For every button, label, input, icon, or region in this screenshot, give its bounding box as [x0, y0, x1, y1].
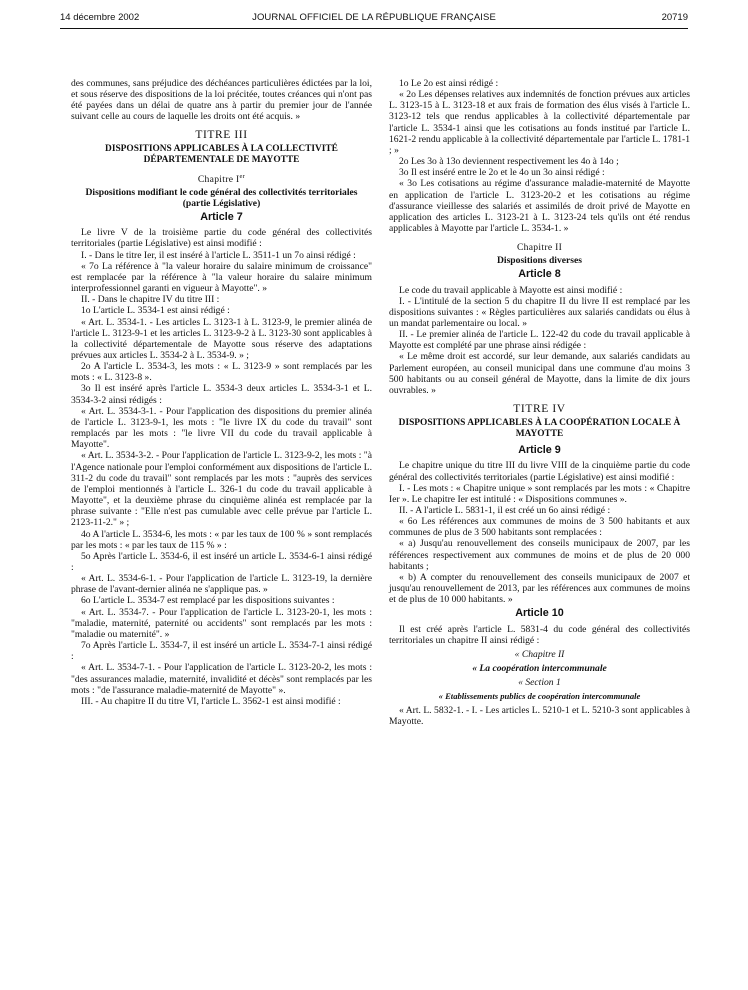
- paragraph: Le livre V de la troisième partie du code général des collectivités territoriales (partie Législative) est ainsi modifié :: [71, 227, 372, 250]
- article-heading: Article 8: [518, 268, 561, 281]
- paragraph: 2o Les 3o à 13o deviennent respectivement les 4o à 14o ;: [399, 156, 619, 168]
- chapter-sup: er: [239, 172, 246, 180]
- paragraph: « Art. L. 3534-3-1. - Pour l'application des dispositions du premier alinéa de l'article L. 3123-9-1, les mots : "le livre IX du code du travail" sont remplacés par les mots : "le livre VII du code du travail applicable à Mayotte".: [71, 405, 372, 451]
- page-number: 20719: [661, 12, 688, 23]
- article-heading: Article 7: [200, 211, 243, 224]
- paragraph: II. - A l'article L. 5831-1, il est créé un 6o ainsi rédigé :: [399, 505, 611, 516]
- paragraph: « Art. L. 3534-7-1. - Pour l'application de l'article L. 3123-20-2, les mots : "des assurances maladie, maternité, invalidité et décès" sont remplacés par les mots : "de l'assurance maladie-maternité de Mayotte" ».: [71, 662, 372, 696]
- paragraph: « b) A compter du renouvellement des conseils municipaux de 2007 et jusqu'au renouvellement de 2013, par les références aux communes de moins et de plus de 10 000 habitants. »: [389, 571, 690, 606]
- paragraph: I. - L'intitulé de la section 5 du chapitre II du livre II est remplacé par les dispositions suivantes : « Règles particulières aux salariés candidats ou élus à un mandat parlementaire ou local. »: [389, 295, 690, 329]
- left-column: [71, 78, 372, 707]
- paragraph: « Art. L. 3534-7. - Pour l'application de l'article L. 3123-20-1, les mots : "maladie, maternité, paternité ou accidents" sont remplacés par les mots : "maladie ou maternité". »: [71, 606, 372, 640]
- paragraph: 3o Il est inséré entre le 2o et le 4o un 3o ainsi rédigé :: [399, 167, 605, 179]
- paragraph: 1o Le 2o est ainsi rédigé :: [399, 78, 499, 89]
- paragraph: « Art. L. 3534-6-1. - Pour l'application de l'article L. 3123-19, la dernière phrase de l'avant-dernier alinéa ne s'applique pas. »: [71, 573, 372, 596]
- paragraph: Le chapitre unique du titre III du livre VIII de la cinquième partie du code général des collectivités territoriales (partie Législative) est ainsi modifié :: [389, 460, 690, 483]
- paragraph: Il est créé après l'article L. 5831-4 du code général des collectivités territoriales un chapitre II ainsi rédigé :: [389, 623, 690, 646]
- section-quote: « Section 1: [518, 677, 561, 689]
- paragraph: 2o A l'article L. 3534-3, les mots : « L. 3123-9 » sont remplacés par les mots : « L. 3123-8 ».: [71, 361, 372, 384]
- paragraph: « 3o Les cotisations au régime d'assurance maladie-maternité de Mayotte en application de l'article L. 3123-20-2 et les cotisations au régime d'assurance vieillesse des salariés et assimilés de droit privé de Mayotte en application des articles L. 3123-21 à L. 3123-24 tels qu'ils ont été rendus applicables à Mayotte par l'article L. 3534-1. »: [389, 178, 690, 235]
- titre-heading: TITRE IV: [513, 403, 566, 416]
- paragraph: I. - Les mots : « Chapitre unique » sont remplacés par les mots : « Chapitre Ier ». Le chapitre Ier est intitulé : « Dispositions communes ».: [389, 482, 690, 505]
- titre-subheading: DISPOSITIONS APPLICABLES À LA COOPÉRATION LOCALE À MAYOTTE: [398, 418, 681, 440]
- right-column: [389, 78, 690, 727]
- titre-subheading: DISPOSITIONS APPLICABLES À LA COLLECTIVITÉ DÉPARTEMENTALE DE MAYOTTE: [105, 143, 338, 165]
- chapter-heading: Chapitre II: [516, 242, 563, 254]
- paragraph: « a) Jusqu'au renouvellement des conseils municipaux de 2007, par les références respectivement aux communes de moins et de plus de 20 000 habitants ;: [389, 538, 690, 572]
- paragraph: 4o A l'article L. 3534-6, les mots : « par les taux de 100 % » sont remplacés par les mots : « par les taux de 115 % » :: [71, 528, 372, 551]
- section-title-quote: « Etablissements publics de coopération intercommunale: [438, 691, 641, 702]
- paragraph: II. - Le premier alinéa de l'article L. 122-42 du code du travail applicable à Mayotte est complété par une phrase ainsi rédigée :: [389, 329, 690, 352]
- titre-heading: TITRE III: [195, 128, 248, 141]
- header-rule: [60, 28, 688, 29]
- paragraph: « 2o Les dépenses relatives aux indemnités de fonction prévues aux articles L. 3123-15 à L. 3123-18 et aux frais de formation des élus visés à l'article L. 3123-12 tels que rendus applicables à la collectivité départementale par l'article L. 3534-1 ainsi que les cotisations au fonds institué par l'article L. 1621-2 rendu applicable à la collectivité départementale par l'article L. 1781-1 ; »: [389, 89, 690, 156]
- paragraph: des communes, sans préjudice des déchéances particulières édictées par la loi, et sous réserve des dispositions de la loi précitée, toutes créances qui n'ont pas été payées dans un délai de quatre ans à partir du premier jour de l'année suivant celle au cours de laquelle les droits ont été acquis. »: [71, 78, 372, 123]
- paragraph: « 6o Les références aux communes de moins de 3 500 habitants et aux communes de plus de 3 500 habitants sont remplacées :: [389, 516, 690, 539]
- chapter-heading: [71, 171, 372, 185]
- article-heading: Article 9: [518, 444, 561, 457]
- journal-title: JOURNAL OFFICIEL DE LA RÉPUBLIQUE FRANÇAISE: [252, 12, 496, 23]
- paragraph: 3o Il est inséré après l'article L. 3534-3 deux articles L. 3534-3-1 et L. 3534-3-2 ainsi rédigés :: [71, 383, 372, 406]
- paragraph: « Art. L. 5832-1. - I. - Les articles L. 5210-1 et L. 5210-3 sont applicables à Mayotte.: [389, 704, 690, 727]
- paragraph: 7o Après l'article L. 3534-7, il est inséré un article L. 3534-7-1 ainsi rédigé :: [71, 640, 372, 663]
- paragraph: « 7o La référence à "la valeur horaire du salaire minimum de croissance" est remplacée par la référence à "la valeur horaire du salaire minimum interprofessionnel garanti en vigueur à Mayotte". »: [71, 260, 372, 295]
- chapter-subheading: Dispositions diverses: [496, 255, 583, 267]
- chapter-label: Chapitre I: [197, 173, 240, 185]
- header-date: 14 décembre 2002: [60, 12, 140, 23]
- paragraph: 6o L'article L. 3534-7 est remplacé par les dispositions suivantes :: [81, 595, 335, 607]
- paragraph: II. - Dans le chapitre IV du titre III :: [81, 294, 220, 306]
- chapter-subheading: Dispositions modifiant le code général des collectivités territoriales (partie Législative): [85, 187, 358, 210]
- paragraph: « Art. L. 3534-3-2. - Pour l'application de l'article L. 3123-9-2, les mots : "à l'Agence nationale pour l'emploi conformément aux dispositions de l'article L. 311-2 du code du travail" sont remplacés par les mots : "auprès des services de l'emploi mentionnés à l'article L. 326-1 du code du travail applicable à Mayotte", et la deuxième phrase du cinquième alinéa est remplacée par la phrase suivante : "Elle n'est pas cumulable avec celle prévue par l'article L. 2123-11-2." » ;: [71, 450, 372, 529]
- paragraph: 1o L'article L. 3534-1 est ainsi rédigé :: [81, 305, 230, 317]
- paragraph: 5o Après l'article L. 3534-6, il est inséré un article L. 3534-6-1 ainsi rédigé :: [71, 550, 372, 573]
- chapter-title-quote: « La coopération intercommunale: [472, 663, 607, 675]
- paragraph: III. - Au chapitre II du titre VI, l'article L. 3562-1 est ainsi modifié :: [81, 695, 341, 707]
- page-header: [60, 12, 688, 28]
- chapter-quote: « Chapitre II: [514, 648, 565, 660]
- paragraph: « Le même droit est accordé, sur leur demande, aux salariés candidats au Parlement européen, au conseil municipal dans une commune d'au moins 3 500 habitants ou au conseil général de Mayotte, dans la limite de dix jours ouvrables. »: [389, 351, 690, 396]
- paragraph: Le code du travail applicable à Mayotte est ainsi modifié :: [399, 284, 623, 296]
- paragraph: « Art. L. 3534-1. - Les articles L. 3123-1 à L. 3123-9, le premier alinéa de l'article L. 3123-9-1 et les articles L. 3123-9-2 à L. 3123-30 sont applicables à la collectivité départementale de Mayotte sous réserve des adaptations prévues aux articles L. 3534-2 à L. 3534-9. » ;: [71, 316, 372, 361]
- article-heading: Article 10: [515, 607, 564, 620]
- paragraph: I. - Dans le titre Ier, il est inséré à l'article L. 3511-1 un 7o ainsi rédigé :: [81, 249, 356, 261]
